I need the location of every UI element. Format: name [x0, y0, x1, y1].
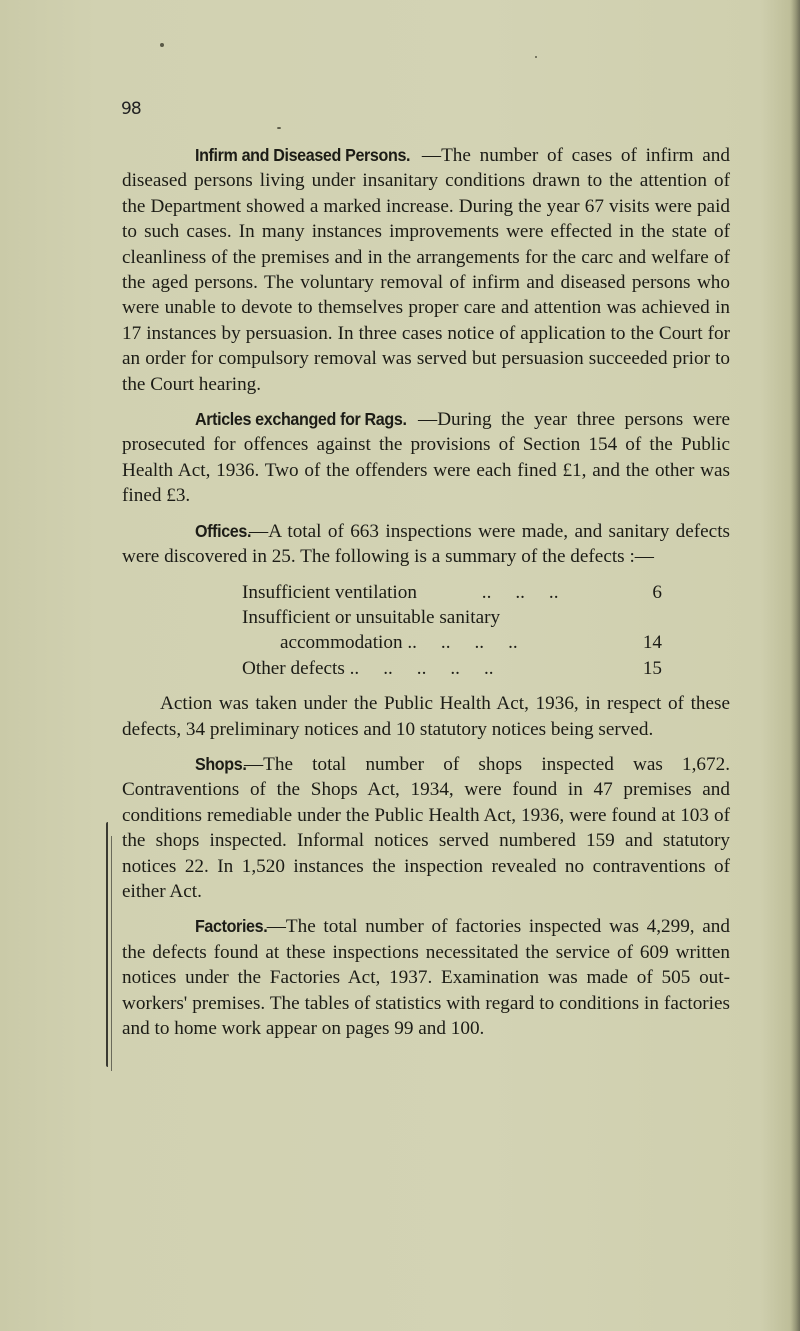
section-text: —During the year three persons were prosecuted for offences against the provisions of Section 154 of the Public Health Act, 1936. Two of the offenders were each fined £1, and the other was fined £3.	[122, 409, 730, 507]
paper-speck	[160, 43, 164, 47]
paper-speck	[277, 127, 281, 129]
page-edge-shadow	[790, 0, 800, 1331]
defect-count: 6	[652, 581, 662, 603]
document-body	[122, 143, 730, 1051]
section-heading: Articles exchanged for Rags.	[194, 409, 407, 430]
section-factories	[122, 914, 730, 1041]
defect-count: 14	[642, 632, 662, 654]
defect-row	[242, 605, 662, 630]
margin-pencil-mark-secondary	[111, 836, 115, 1071]
section-text: —A total of 663 inspections were made, and sanitary defects were discovered in 25. The following is a summary of the defects :—	[122, 520, 730, 568]
section-heading: Offices.	[194, 520, 252, 541]
offices-action-paragraph: Action was taken under the Public Health Act, 1936, in respect of these defects, 34 preliminary notices and 10 statutory notices being served.	[122, 693, 730, 740]
section-text: —The number of cases of infirm and diseased persons living under insanitary conditions drawn to the attention of the Department showed a marked increase. During the year 67 visits were paid to such cases. In many instances improvements were effected in the state of cleanliness of the premises and in the arrangements for the carc and welfare of the aged persons. The voluntary removal of infirm and diseased persons who were unable to devote to themselves proper care and attention was achieved in 17 instances by persuasion. In three cases notice of application to the Court for an order for compulsory removal was served but persuasion succeeded prior to the Court hearing.	[122, 145, 730, 395]
defect-label: Insufficient ventilation .. .. ..	[242, 581, 559, 603]
section-infirm-diseased-persons	[122, 143, 730, 397]
defect-row	[242, 630, 662, 655]
section-offices	[122, 519, 730, 570]
defect-label: Other defects .. .. .. .. ..	[242, 657, 494, 679]
section-text: —The total number of shops inspected was 1,672. Contraventions of the Shops Act, 1934, were found in 47 premises and conditions remediable under the Public Health Act, 1936, were found at 103 of the shops inspected. Informal notices served numbered 159 and statutory notices 22. In 1,520 instances the inspection revealed no contraventions of either Act.	[122, 753, 730, 902]
section-heading: Infirm and Diseased Persons.	[194, 145, 411, 165]
defect-label: accommodation .. .. .. ..	[280, 632, 518, 654]
defect-label: Insufficient or unsuitable sanitary	[242, 606, 501, 628]
section-heading: Factories.	[194, 916, 268, 937]
section-shops	[122, 752, 730, 904]
defect-count: 15	[642, 657, 662, 679]
defect-row	[242, 656, 662, 681]
section-text: —The total number of factories inspected was 4,299, and the defects found at these inspections necessitated the service of 609 written notices under the Factories Act, 1937. Examination was made of 505 out-workers' premises. The tables of statistics with regard to conditions in factories and to home work appear on pages 99 and 100.	[122, 916, 730, 1039]
paper-speck	[535, 56, 537, 58]
office-defects-table	[122, 580, 662, 682]
section-heading: Shops.	[194, 753, 247, 774]
page-number: 98	[121, 99, 141, 119]
section-articles-exchanged-for-rags	[122, 407, 730, 509]
defect-row	[242, 580, 662, 605]
